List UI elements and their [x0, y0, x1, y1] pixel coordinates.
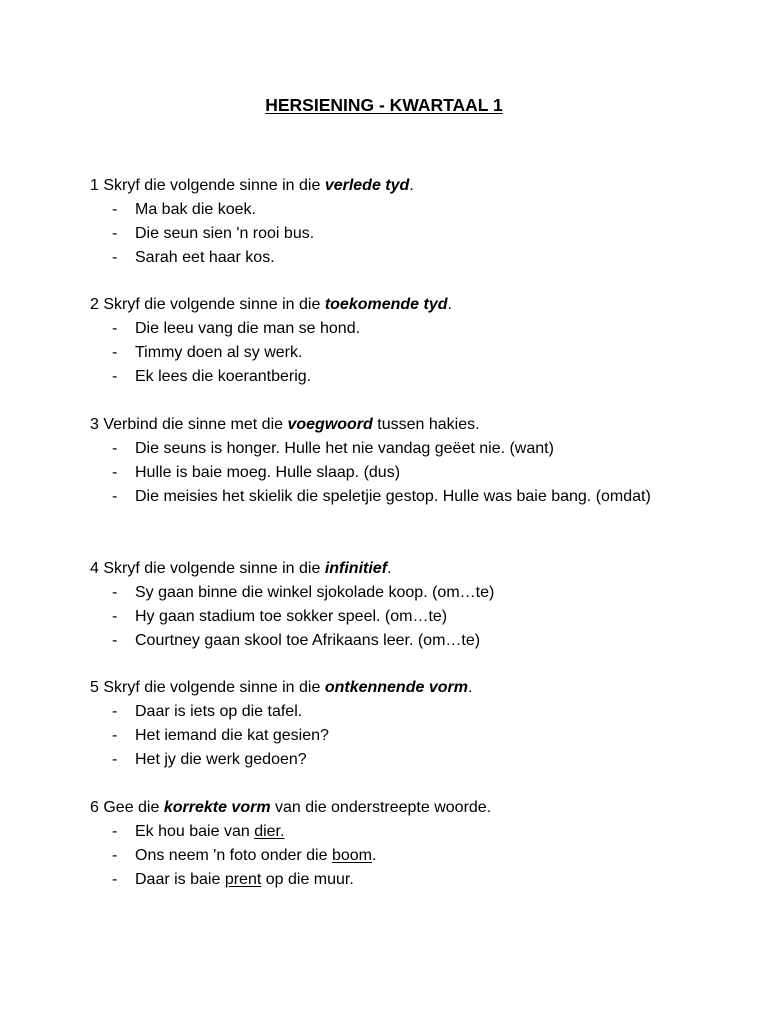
dash-bullet: - [112, 344, 118, 361]
list-item [90, 461, 690, 485]
item-text: Die seuns is honger. Hulle het nie vandag geëet nie. (want) [135, 440, 554, 457]
dash-bullet: - [112, 847, 118, 864]
list-item [90, 629, 690, 653]
dash-bullet: - [112, 488, 118, 505]
heading-text: 1 Skryf die volgende sinne in die [90, 177, 325, 194]
list-item [90, 605, 690, 629]
item-text: Die leeu vang die man se hond. [135, 320, 361, 337]
underlined-word: dier. [254, 823, 285, 840]
item-text-before: Daar is baie [135, 871, 225, 888]
list-item [90, 820, 690, 844]
question-2-items [90, 317, 690, 389]
item-text: Daar is iets op die tafel. [135, 703, 303, 720]
question-5-heading [90, 676, 690, 700]
item-text: Die meisies het skielik die speletjie gestop. Hulle was baie bang. (omdat) [135, 488, 651, 505]
list-item [90, 844, 690, 868]
heading-keyword: ontkennende vorm [324, 679, 468, 696]
item-text-before: Ons neem 'n foto onder die [135, 847, 332, 864]
page-title: HERSIENING - KWARTAAL 1 [265, 95, 503, 115]
heading-keyword: toekomende tyd [324, 296, 448, 313]
dash-bullet: - [112, 464, 118, 481]
heading-suffix: . [409, 177, 414, 194]
item-text: Ma bak die koek. [135, 201, 256, 218]
item-text: Sarah eet haar kos. [135, 249, 275, 266]
heading-text: 3 Verbind die sinne met die [90, 416, 288, 433]
question-5-items [90, 700, 690, 772]
list-item [90, 868, 690, 892]
heading-suffix: . [447, 296, 452, 313]
dash-bullet: - [112, 368, 118, 385]
heading-suffix: . [387, 560, 392, 577]
question-2 [90, 293, 690, 389]
list-item [90, 365, 690, 389]
list-item [90, 724, 690, 748]
heading-keyword: verlede tyd [324, 177, 410, 194]
item-text: Het jy die werk gedoen? [135, 751, 307, 768]
dash-bullet: - [112, 727, 118, 744]
item-text: Die seun sien 'n rooi bus. [135, 225, 315, 242]
list-item [90, 581, 690, 605]
question-1 [90, 174, 690, 270]
dash-bullet: - [112, 823, 118, 840]
dash-bullet: - [112, 871, 118, 888]
heading-text: 5 Skryf die volgende sinne in die [90, 679, 325, 696]
item-text-after: op die muur. [261, 871, 354, 888]
question-6 [90, 796, 690, 892]
question-3-items [90, 437, 690, 509]
question-3-heading [90, 413, 690, 437]
heading-text: 4 Skryf die volgende sinne in die [90, 560, 325, 577]
question-4 [90, 557, 690, 653]
heading-suffix: . [467, 679, 473, 696]
heading-keyword: korrekte vorm [163, 799, 271, 816]
heading-text: 2 Skryf die volgende sinne in die [90, 296, 325, 313]
list-item [90, 485, 690, 509]
heading-keyword: infinitief [324, 560, 388, 577]
question-5 [90, 676, 690, 772]
list-item [90, 317, 690, 341]
dash-bullet: - [112, 320, 118, 337]
dash-bullet: - [112, 751, 118, 768]
item-text: Het iemand die kat gesien? [135, 727, 329, 744]
list-item [90, 341, 690, 365]
underlined-word: boom [331, 847, 372, 864]
dash-bullet: - [112, 249, 118, 266]
item-text: Sy gaan binne die winkel sjokolade koop. (om…te) [135, 584, 495, 601]
heading-text: 6 Gee die [90, 799, 164, 816]
list-item [90, 700, 690, 724]
item-text: Ek lees die koerantberig. [135, 368, 312, 385]
heading-suffix: tussen hakies. [372, 416, 480, 433]
dash-bullet: - [112, 703, 118, 720]
dash-bullet: - [112, 225, 118, 242]
item-text: Courtney gaan skool toe Afrikaans leer. (om…te) [135, 632, 481, 649]
item-text: Hulle is baie moeg. Hulle slaap. (dus) [135, 464, 401, 481]
dash-bullet: - [112, 608, 118, 625]
dash-bullet: - [112, 440, 118, 457]
question-1-items [90, 198, 690, 270]
heading-keyword: voegwoord [287, 416, 373, 433]
list-item [90, 246, 690, 270]
item-text: Hy gaan stadium toe sokker speel. (om…te) [135, 608, 448, 625]
dash-bullet: - [112, 584, 118, 601]
question-6-items [90, 820, 690, 892]
heading-suffix: van die onderstreepte woorde. [270, 799, 492, 816]
list-item [90, 198, 690, 222]
question-1-heading [90, 174, 690, 198]
underlined-word: prent [224, 871, 262, 888]
question-3 [90, 413, 690, 509]
question-6-heading [90, 796, 690, 820]
item-text-before: Ek hou baie van [135, 823, 255, 840]
dash-bullet: - [112, 201, 118, 218]
dash-bullet: - [112, 632, 118, 649]
item-text-after: . [371, 847, 377, 864]
question-2-heading [90, 293, 690, 317]
question-4-items [90, 581, 690, 653]
question-4-heading [90, 557, 690, 581]
list-item [90, 437, 690, 461]
item-text: Timmy doen al sy werk. [135, 344, 303, 361]
list-item [90, 748, 690, 772]
list-item [90, 222, 690, 246]
